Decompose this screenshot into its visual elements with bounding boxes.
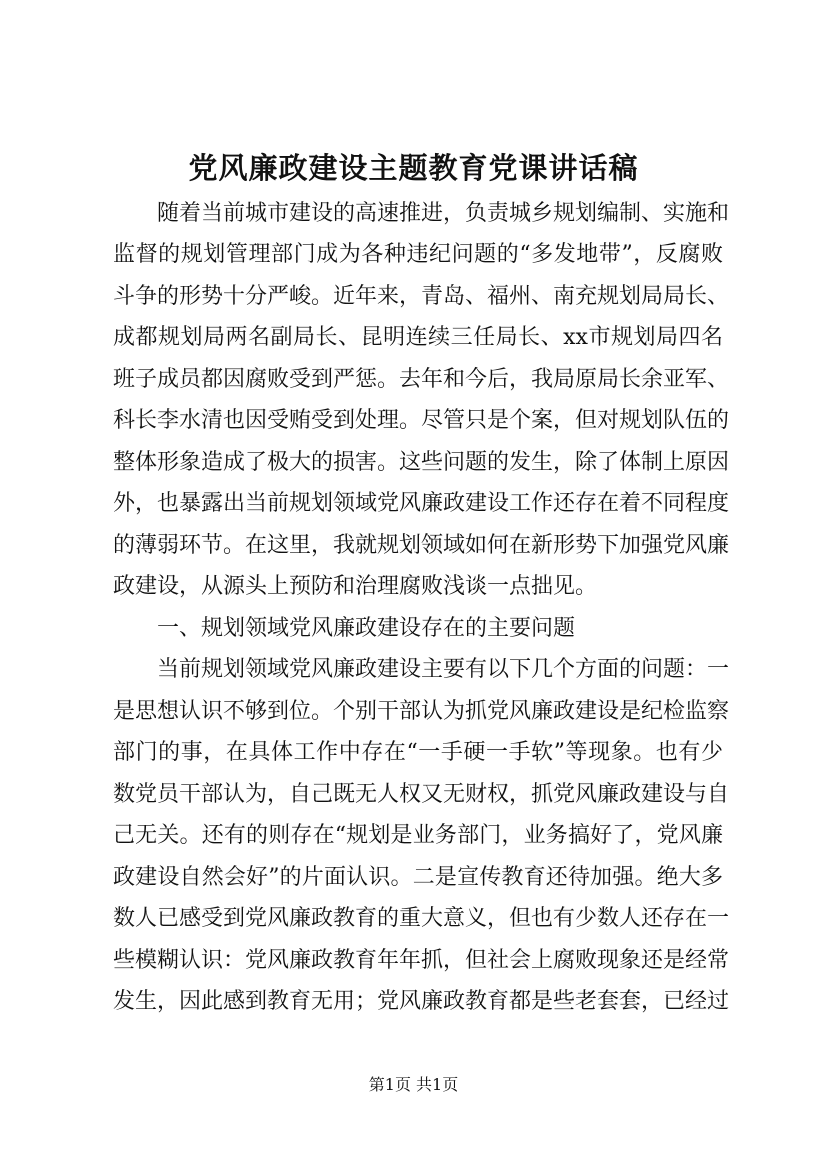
paragraph-line: 己无关。还有的则存在“规划是业务部门，业务搞好了，党风廉	[113, 823, 723, 848]
paragraph-line: 些模糊认识：党风廉政教育年年抓，但社会上腐败现象还是经常	[113, 948, 730, 973]
document-title: 党风廉政建设主题教育党课讲话稿	[188, 151, 639, 185]
paragraph-line: 部门的事，在具体工作中存在“一手硬一手软”等现象。也有少	[113, 740, 723, 765]
paragraph-line: 整体形象造成了极大的损害。这些问题的发生，除了体制上原因	[113, 450, 730, 475]
paragraph-line: 发生，因此感到教育无用；党风廉政教育都是些老套套，已经过	[113, 989, 730, 1014]
paragraph-line: 数人已感受到党风廉政教育的重大意义，但也有少数人还存在一	[113, 906, 730, 931]
paragraph-line: 成都规划局两名副局长、昆明连续三任局长、xx市规划局四名	[113, 325, 723, 350]
paragraph-line: 是思想认识不够到位。个别干部认为抓党风廉政建设是纪检监察	[113, 699, 730, 724]
paragraph-line: 外，也暴露出当前规划领域党风廉政建设工作还存在着不同程度	[113, 491, 730, 516]
paragraph-line: 当前规划领域党风廉政建设主要有以下几个方面的问题：一	[157, 657, 730, 682]
paragraph-line: 的薄弱环节。在这里，我就规划领域如何在新形势下加强党风廉	[113, 533, 730, 558]
paragraph-line: 科长李水清也因受贿受到处理。尽管只是个案，但对规划队伍的	[113, 408, 730, 433]
paragraph-line: 班子成员都因腐败受到严惩。去年和今后，我局原局长余亚军、	[113, 367, 730, 392]
page-footer: 第1页 共1页	[368, 1075, 459, 1094]
paragraph-line: 斗争的形势十分严峻。近年来，青岛、福州、南充规划局局长、	[113, 284, 730, 309]
paragraph-line: 政建设自然会好”的片面认识。二是宣传教育还待加强。绝大多	[113, 865, 723, 890]
paragraph-line: 监督的规划管理部门成为各种违纪问题的“多发地带”，反腐败	[113, 242, 723, 267]
paragraph-line: 数党员干部认为，自己既无人权又无财权，抓党风廉政建设与自	[113, 782, 730, 807]
section-heading: 一、规划领域党风廉政建设存在的主要问题	[157, 616, 576, 641]
paragraph-line: 随着当前城市建设的高速推进，负责城乡规划编制、实施和	[157, 201, 730, 226]
paragraph-line: 政建设，从源头上预防和治理腐败浅谈一点拙见。	[113, 574, 598, 599]
